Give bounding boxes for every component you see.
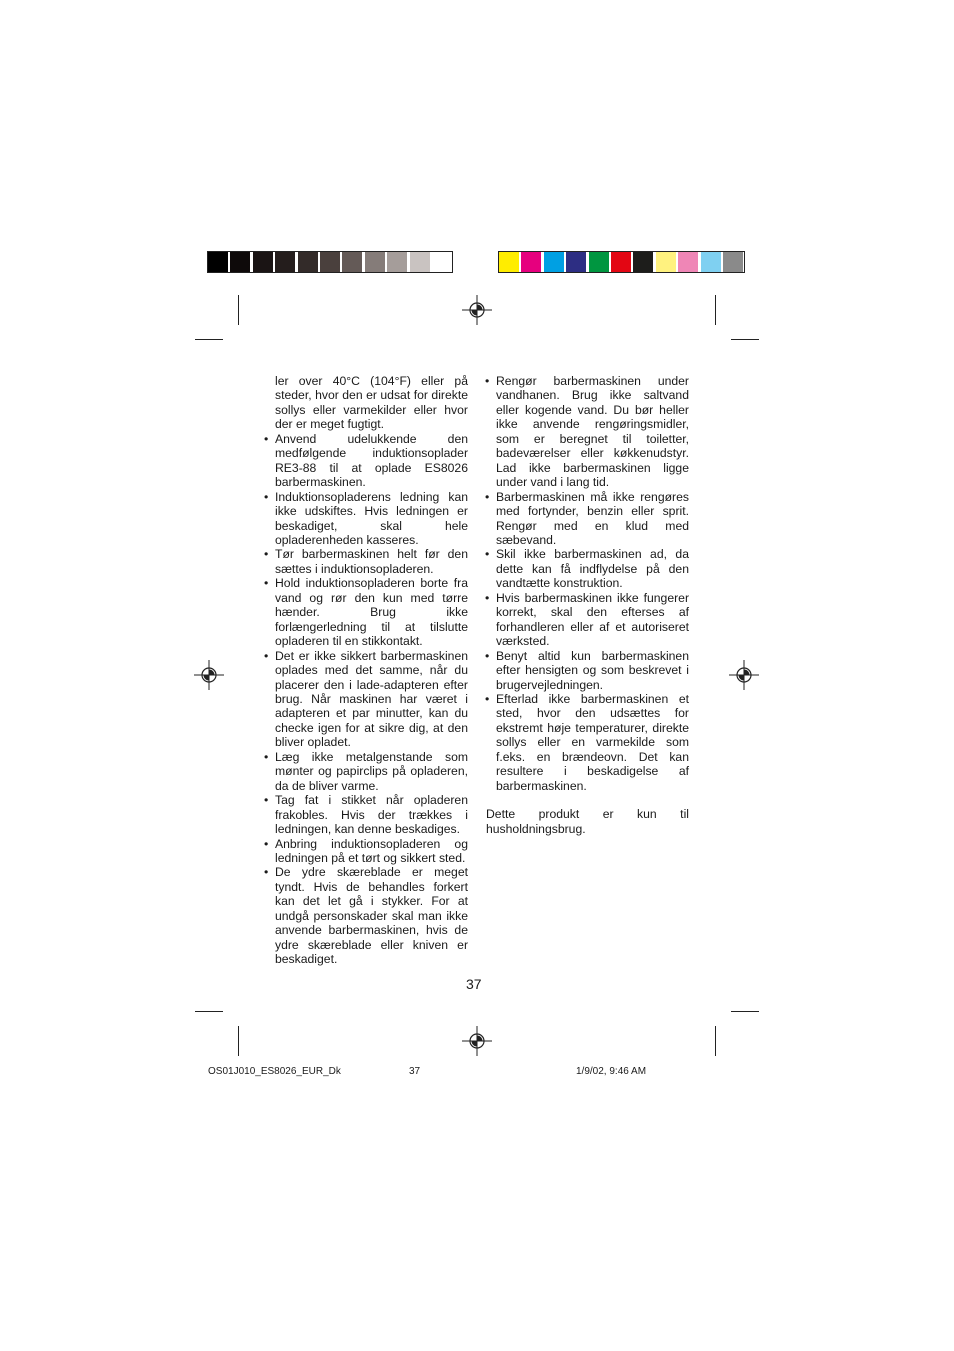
left-bullet-list bbox=[275, 432, 468, 967]
color-swatch bbox=[253, 252, 273, 272]
list-item: • Det er ikke sikkert barbermaskinen oplades med det samme, når du placerer den i lade-adapteren efter brug. Når maskinen har været i adapteren et par minutter, kan du checke igen for at sikre dig, at den bliver opladet. bbox=[275, 649, 468, 750]
page-number: 37 bbox=[466, 976, 482, 992]
footer-timestamp: 1/9/02, 9:46 AM bbox=[576, 1066, 647, 1077]
list-item: • Barbermaskinen må ikke rengøres med fortynder, benzin eller sprit. Rengør med en klud med sæbevand. bbox=[496, 490, 689, 548]
list-item: • Tør barbermaskinen helt før den sættes i induktionsopladeren. bbox=[275, 547, 468, 576]
list-item: • Rengør barbermaskinen under vandhanen. Brug ikke saltvand eller kogende vand. Du bør heller ikke anvende rengøringsmidler, som er beregnet til toiletter, badeværelser eller køkkenudstyr. Lad ikke barbermaskinen ligge under vand i lang tid. bbox=[496, 374, 689, 490]
color-swatch bbox=[633, 252, 653, 272]
color-swatch bbox=[611, 252, 631, 272]
list-item: • Anbring induktionsopladeren og ledningen på et tørt og sikkert sted. bbox=[275, 837, 468, 866]
list-item: • Anvend udelukkende den medfølgende induktionsoplader RE3-88 til at oplade ES8026 barbermaskinen. bbox=[275, 432, 468, 490]
crop-mark bbox=[195, 339, 223, 340]
color-swatch bbox=[298, 252, 318, 272]
right-bullet-list bbox=[496, 374, 689, 793]
color-swatch bbox=[544, 252, 564, 272]
color-swatch bbox=[275, 252, 295, 272]
list-item: • Induktionsopladerens ledning kan ikke udskiftes. Hvis ledningen er beskadiget, skal hele opladerenheden kasseres. bbox=[275, 490, 468, 548]
color-swatch bbox=[656, 252, 676, 272]
color-swatch bbox=[521, 252, 541, 272]
crop-mark bbox=[195, 1011, 223, 1012]
crop-mark bbox=[715, 1026, 716, 1056]
left-text-column bbox=[275, 374, 468, 967]
list-item: • Læg ikke metalgenstande som mønter og papirclips på opladeren, da de bliver varme. bbox=[275, 750, 468, 793]
footer-filename: OS01J010_ES8026_EUR_Dk bbox=[208, 1066, 341, 1077]
color-swatch bbox=[410, 252, 430, 272]
crop-mark bbox=[238, 295, 239, 325]
color-swatch bbox=[230, 252, 250, 272]
registration-mark-icon bbox=[729, 660, 759, 690]
list-item: • Benyt altid kun barbermaskinen efter hensigten og som beskrevet i brugervejledningen. bbox=[496, 649, 689, 692]
color-swatch bbox=[701, 252, 721, 272]
color-swatch bbox=[566, 252, 586, 272]
color-swatch bbox=[208, 252, 228, 272]
color-swatch bbox=[432, 252, 452, 272]
list-item: • Efterlad ikke barbermaskinen et sted, hvor den udsættes for ekstremt høje temperaturer, direkte sollys eller en varmekilde som f.eks. en brændeovn. Det kan resultere i beskadigelse af barbermaskinen. bbox=[496, 692, 689, 793]
list-item: • Skil ikke barbermaskinen ad, da dette kan få indflydelse på den vandtætte konstruktion. bbox=[496, 547, 689, 590]
color-calibration-bar bbox=[498, 251, 745, 273]
color-swatch bbox=[365, 252, 385, 272]
color-swatch bbox=[723, 252, 743, 272]
intro-paragraph: ler over 40°C (104°F) eller på steder, hvor den er udsat for direkte sollys eller varmekilder eller hvor der er meget fugtigt. bbox=[275, 374, 468, 432]
color-swatch bbox=[342, 252, 362, 272]
footer-page: 37 bbox=[409, 1066, 421, 1077]
registration-mark-icon bbox=[194, 660, 224, 690]
color-swatch bbox=[499, 252, 519, 272]
grayscale-calibration-bar bbox=[207, 251, 453, 273]
household-use-note: Dette produkt er kun til husholdningsbrug. bbox=[486, 807, 689, 836]
crop-mark bbox=[731, 339, 759, 340]
right-text-column bbox=[486, 374, 689, 836]
list-item: • Tag fat i stikket når opladeren frakobles. Hvis der trækkes i ledningen, kan denne beskadiges. bbox=[275, 793, 468, 836]
color-swatch bbox=[678, 252, 698, 272]
list-item: • Hvis barbermaskinen ikke fungerer korrekt, skal den efterses af forhandleren eller af et autoriseret værksted. bbox=[496, 591, 689, 649]
crop-mark bbox=[238, 1026, 239, 1056]
list-item: • De ydre skæreblade er meget tyndt. Hvis de behandles forkert kan det let gå i stykker. For at undgå personskader skal man ikke anvende barbermaskinen, hvis de ydre skæreblade eller kniven er beskadiget. bbox=[275, 865, 468, 966]
list-item: • Hold induktionsopladeren borte fra vand og rør den kun med tørre hænder. Brug ikke forlængerledning til at tilslutte opladeren til en stikkontakt. bbox=[275, 576, 468, 648]
color-swatch bbox=[320, 252, 340, 272]
crop-mark bbox=[731, 1011, 759, 1012]
registration-mark-icon bbox=[462, 1026, 492, 1056]
color-swatch bbox=[387, 252, 407, 272]
crop-mark bbox=[715, 295, 716, 325]
color-swatch bbox=[589, 252, 609, 272]
registration-mark-icon bbox=[462, 295, 492, 325]
